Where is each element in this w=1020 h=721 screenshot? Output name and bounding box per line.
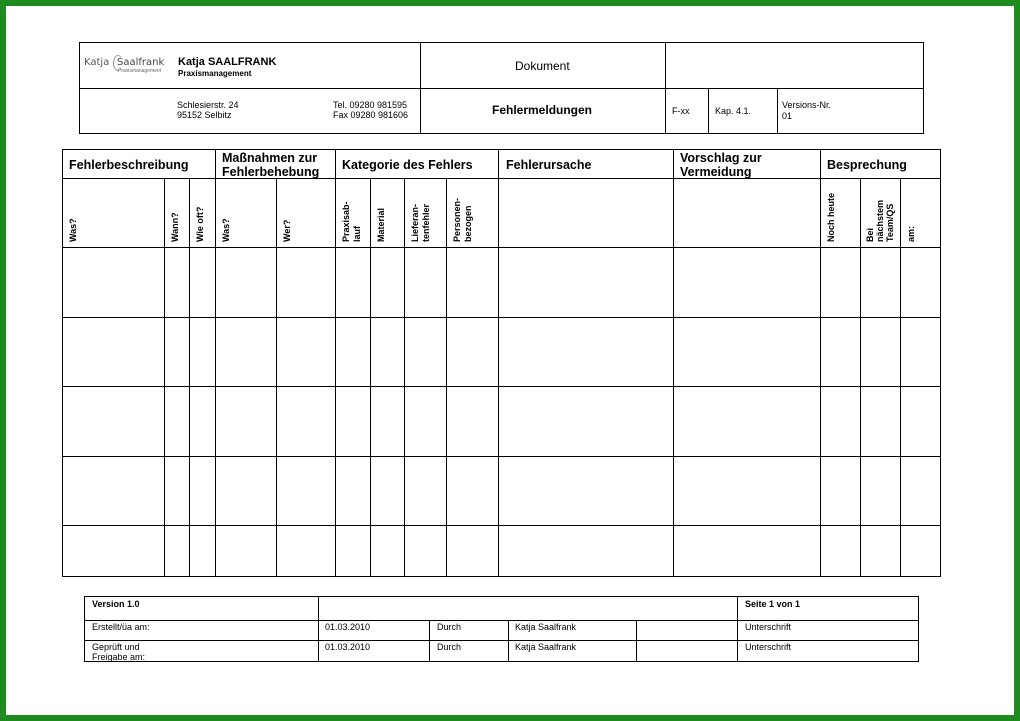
- subheader-am: am:: [906, 225, 916, 242]
- phone-number: Tel. 09280 981595: [333, 100, 408, 110]
- created-signature-label: Unterschrift: [745, 622, 792, 632]
- subheader-personen-2: bezogen: [463, 205, 473, 242]
- table-row[interactable]: [63, 318, 940, 386]
- table-row[interactable]: [63, 387, 940, 456]
- approved-label-2: Freigabe am:: [92, 652, 146, 662]
- fax-number: Fax 09280 981606: [333, 110, 409, 120]
- subheader-personen-1: Personen-: [452, 197, 462, 242]
- error-report-table: [62, 149, 941, 577]
- document-id: F-xx: [672, 106, 690, 116]
- group-header-fehlerbeschreibung: Fehlerbeschreibung: [69, 158, 189, 172]
- group-header-massnahmen: Maßnahmen zur Fehlerbehebung: [222, 151, 320, 179]
- group-header-vorschlag: Vorschlag zur Vermeidung: [680, 151, 762, 179]
- document-label: Dokument: [515, 59, 570, 73]
- approved-by-name: Katja Saalfrank: [515, 642, 577, 652]
- address-street: Schlesierstr. 24: [177, 100, 239, 110]
- subheader-noch-heute: Noch heute: [826, 192, 836, 242]
- approved-label-1: Geprüft und: [92, 642, 140, 652]
- company-name: Katja SAALFRANK: [178, 56, 277, 68]
- subheader-praxisablauf-2: lauf: [352, 225, 362, 242]
- address-city: 95152 Selbitz: [177, 110, 232, 120]
- page-info: Seite 1 von 1: [745, 599, 801, 609]
- subheader-wann: Wann?: [170, 212, 180, 242]
- approved-signature-label: Unterschrift: [745, 642, 792, 652]
- created-by-name: Katja Saalfrank: [515, 622, 577, 632]
- created-date: 01.03.2010: [325, 622, 371, 632]
- company-logo: Katja Saalfrank Praxismanagement: [84, 57, 165, 74]
- table-row[interactable]: [63, 248, 940, 317]
- group-header-fehlerursache: Fehlerursache: [506, 158, 592, 172]
- subheader-was: Was?: [68, 218, 78, 242]
- version-label: Versions-Nr.: [782, 100, 832, 110]
- table-row[interactable]: [63, 457, 940, 525]
- company-sub: Praxismanagement: [178, 69, 252, 78]
- subheader-massnahme-was: Was?: [221, 218, 231, 242]
- group-header-besprechung: Besprechung: [827, 158, 907, 172]
- document-header: [79, 42, 924, 134]
- subheader-wie-oft: Wie oft?: [195, 206, 205, 242]
- subheader-material: Material: [376, 207, 386, 242]
- chapter-number: Kap. 4.1.: [715, 106, 752, 116]
- subheader-wer: Wer?: [282, 219, 292, 242]
- version-value: 01: [782, 111, 793, 121]
- approved-date: 01.03.2010: [325, 642, 371, 652]
- document-title: Fehlermeldungen: [492, 103, 593, 117]
- subheader-bei-naechstem: Bei nächstem Team/QS: [865, 199, 895, 242]
- table-row[interactable]: [63, 526, 940, 576]
- created-by-label: Durch: [437, 622, 462, 632]
- subheader-lieferanten-2: tenfehler: [421, 203, 431, 242]
- group-header-kategorie: Kategorie des Fehlers: [342, 158, 473, 172]
- subheader-lieferanten-1: Lieferan-: [410, 203, 420, 242]
- created-label: Erstellt/üa am:: [92, 622, 150, 632]
- approval-footer: [84, 596, 919, 662]
- subheader-praxisablauf-1: Praxisab-: [341, 201, 351, 242]
- approved-by-label: Durch: [437, 642, 462, 652]
- version-info: Version 1.0: [92, 599, 140, 609]
